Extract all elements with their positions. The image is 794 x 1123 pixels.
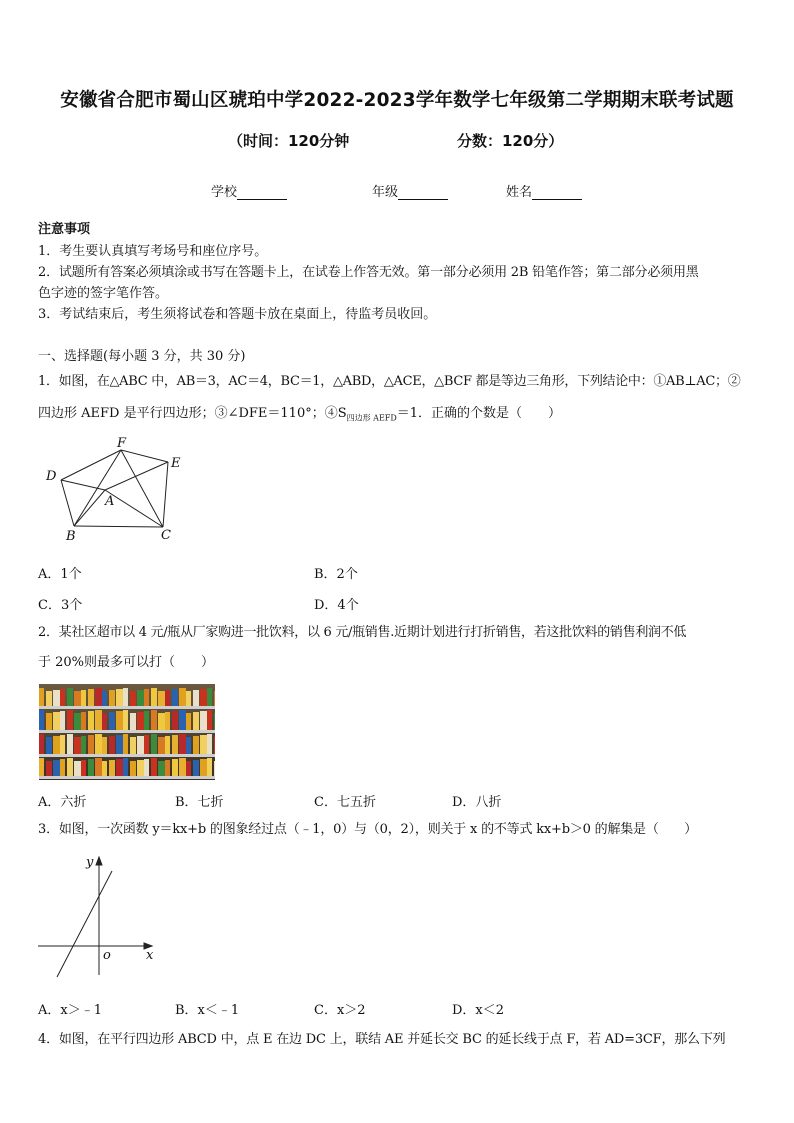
product-box <box>186 761 191 776</box>
product-box <box>186 713 191 730</box>
product-box <box>151 758 157 776</box>
product-box <box>81 690 86 706</box>
product-box <box>88 689 94 706</box>
product-box <box>39 734 44 754</box>
name-label: 姓名 <box>506 185 533 200</box>
product-box <box>207 734 212 754</box>
product-box <box>74 713 81 730</box>
product-box <box>193 690 199 706</box>
shelf-board <box>39 754 215 757</box>
product-box <box>109 712 115 730</box>
notice-heading: 注意事项 <box>38 222 91 237</box>
shelf-board <box>39 706 215 709</box>
product-box <box>186 691 191 706</box>
product-box <box>116 735 123 754</box>
q1-segment-AB <box>74 490 105 526</box>
shelf-board <box>39 776 215 779</box>
product-box <box>123 758 128 776</box>
notice-item: 1．考生要认真填写考场号和座位序号。 <box>38 244 268 259</box>
product-box <box>137 736 144 754</box>
product-box <box>172 759 178 776</box>
product-box <box>95 688 102 706</box>
q3-option-c: C．x＞2 <box>314 1003 366 1018</box>
product-box <box>165 760 170 776</box>
product-box <box>53 712 60 730</box>
name-blank <box>532 187 582 200</box>
product-box <box>116 711 123 730</box>
product-box <box>60 711 65 730</box>
product-box <box>165 690 170 706</box>
product-box <box>193 736 199 754</box>
notice-item: 3．考试结束后，考生须将试卷和答题卡放在桌面上，待监考员收回。 <box>38 307 437 322</box>
name-field <box>506 181 582 200</box>
product-box <box>74 761 81 776</box>
school-label: 学校 <box>211 185 238 200</box>
product-box <box>46 713 52 730</box>
product-box <box>74 737 81 754</box>
product-box <box>151 710 157 730</box>
product-box <box>116 689 123 706</box>
q1-stem-line2a: 四边形 AEFD 是平行四边形；③∠DFE＝110°；④S <box>38 406 347 421</box>
product-box <box>67 710 73 730</box>
q2-stem-line2: 于 20%则最多可以打（ ） <box>38 655 215 670</box>
product-box <box>74 691 81 706</box>
product-box <box>158 761 165 776</box>
q1-label-F: F <box>117 436 127 451</box>
q3-label-y: y <box>86 855 94 870</box>
product-box <box>214 713 215 730</box>
product-box <box>144 711 149 730</box>
q3-option-a: A．x＞﹣1 <box>38 1003 102 1018</box>
product-box <box>130 737 136 754</box>
q1-segment-FE <box>121 450 168 462</box>
product-box <box>172 735 178 754</box>
product-box <box>214 737 215 754</box>
product-box <box>123 688 128 706</box>
product-box <box>81 760 86 776</box>
q1-segment-DA <box>61 480 105 490</box>
q1-option-a: A．1个 <box>38 567 82 582</box>
q1-figure <box>40 435 190 547</box>
product-box <box>207 758 212 776</box>
q1-stem-line1: 1．如图，在△ABC 中，AB＝3，AC＝4，BC＝1，△ABD，△ACE，△BCF 都是等边三角形，下列结论中：①AB⊥AC；② <box>38 374 741 389</box>
product-box <box>60 759 65 776</box>
product-box <box>172 711 178 730</box>
product-box <box>88 735 94 754</box>
product-box <box>207 710 212 730</box>
product-box <box>151 734 157 754</box>
product-box <box>137 712 144 730</box>
product-box <box>53 760 60 776</box>
q3-y-axis-arrow <box>96 857 102 865</box>
product-box <box>88 759 94 776</box>
product-box <box>137 690 144 706</box>
q1-label-B: B <box>66 529 76 544</box>
product-box <box>81 736 86 754</box>
product-box <box>116 759 123 776</box>
product-box <box>214 761 215 776</box>
q3-option-b: B．x＜﹣1 <box>175 1003 240 1018</box>
q1-stem-line2 <box>38 404 561 429</box>
q2-option-d: D．八折 <box>452 795 502 810</box>
product-box <box>109 736 115 754</box>
section-heading: 一、选择题(每小题 3 分，共 30 分) <box>38 349 246 364</box>
q2-option-b: B．七折 <box>175 795 224 810</box>
product-box <box>53 736 60 754</box>
product-box <box>67 758 73 776</box>
q3-stem-line1: 3．如图，一次函数 y＝kx+b 的图象经过点（﹣1，0）与（0，2），则关于 x 的不等式 kx+b＞0 的解集是（ ） <box>38 822 698 837</box>
q1-label-E: E <box>171 456 181 471</box>
product-box <box>102 761 107 776</box>
product-box <box>179 710 186 730</box>
product-box <box>46 737 52 754</box>
product-box <box>102 691 107 706</box>
product-box <box>123 710 128 730</box>
product-box <box>102 737 107 754</box>
product-box <box>137 760 144 776</box>
notice-item: 色字迹的签字笔作答。 <box>38 286 169 301</box>
product-box <box>46 761 52 776</box>
q4-stem-line1: 4．如图，在平行四边形 ABCD 中，点 E 在边 DC 上，联结 AE 并延长交 BC 的延长线于点 F，若 AD=3CF，那么下列 <box>38 1032 726 1047</box>
product-box <box>179 758 186 776</box>
product-box <box>200 689 207 706</box>
product-box <box>39 710 44 730</box>
q1-label-A: A <box>105 494 115 509</box>
q3-option-d: D．x＜2 <box>452 1003 505 1018</box>
product-box <box>214 691 215 706</box>
product-box <box>179 734 186 754</box>
grade-blank <box>398 187 448 200</box>
product-box <box>144 689 149 706</box>
grade-label: 年级 <box>372 185 399 200</box>
product-box <box>95 758 102 776</box>
q1-segment-AE <box>105 462 168 490</box>
product-box <box>151 688 157 706</box>
product-box <box>158 737 165 754</box>
product-box <box>207 688 212 706</box>
grade-field <box>372 181 448 200</box>
product-box <box>193 712 199 730</box>
product-box <box>95 710 102 730</box>
product-box <box>200 759 207 776</box>
product-box <box>39 688 44 706</box>
q1-label-D: D <box>46 469 57 484</box>
product-box <box>102 713 107 730</box>
q1-area-subscript: 四边形 AEFD <box>346 413 397 423</box>
product-box <box>46 691 52 706</box>
school-blank <box>237 187 287 200</box>
q3-graph-figure <box>36 853 161 981</box>
product-box <box>109 690 115 706</box>
q1-option-d: D．4个 <box>314 598 359 613</box>
q2-stem-line1: 2．某社区超市以 4 元/瓶从厂家购进一批饮料，以 6 元/瓶销售.近期计划进行打折销售，若这批饮料的销售利润不低 <box>38 625 687 640</box>
product-box <box>53 690 60 706</box>
q3-label-o: o <box>103 948 111 963</box>
q1-label-C: C <box>161 528 171 543</box>
product-box <box>95 734 102 754</box>
shelf-board <box>39 730 215 733</box>
product-box <box>39 758 44 776</box>
q1-option-b: B．2个 <box>314 567 358 582</box>
notice-item: 2．试题所有答案必须填涂或书写在答题卡上，在试卷上作答无效。第一部分必须用 2B 铅笔作答；第二部分必须用黑 <box>38 265 699 280</box>
product-box <box>123 734 128 754</box>
q3-label-x: x <box>146 948 154 963</box>
q1-segment-EC <box>163 462 168 527</box>
product-box <box>172 689 178 706</box>
product-box <box>130 691 136 706</box>
product-box <box>144 735 149 754</box>
product-box <box>81 712 86 730</box>
product-box <box>60 735 65 754</box>
product-box <box>88 711 94 730</box>
product-box <box>200 735 207 754</box>
q1-option-c: C．3个 <box>38 598 83 613</box>
product-box <box>165 736 170 754</box>
q1-stem-line2b: ＝1．正确的个数是（ ） <box>396 406 562 421</box>
product-box <box>130 713 136 730</box>
q1-segment-CB <box>74 526 163 527</box>
product-box <box>158 713 165 730</box>
q2-option-c: C．七五折 <box>314 795 376 810</box>
product-box <box>165 712 170 730</box>
q2-option-a: A．六折 <box>38 795 87 810</box>
q1-segment-BD <box>61 480 74 526</box>
product-box <box>60 689 65 706</box>
product-box <box>130 761 136 776</box>
school-field <box>211 181 287 200</box>
product-box <box>200 711 207 730</box>
product-box <box>193 760 199 776</box>
q1-segment-FC <box>121 450 163 527</box>
product-box <box>179 688 186 706</box>
page-title: 安徽省合肥市蜀山区琥珀中学2022-2023学年数学七年级第二学期期末联考试题 <box>60 90 734 111</box>
product-box <box>67 734 73 754</box>
exam-time: （时间：120分钟 <box>228 132 350 150</box>
product-box <box>144 759 149 776</box>
product-box <box>186 737 191 754</box>
exam-score: 分数：120分） <box>457 132 564 150</box>
product-box <box>67 688 73 706</box>
product-box <box>109 760 115 776</box>
q2-supermarket-shelf-photo <box>39 684 215 780</box>
product-box <box>158 691 165 706</box>
